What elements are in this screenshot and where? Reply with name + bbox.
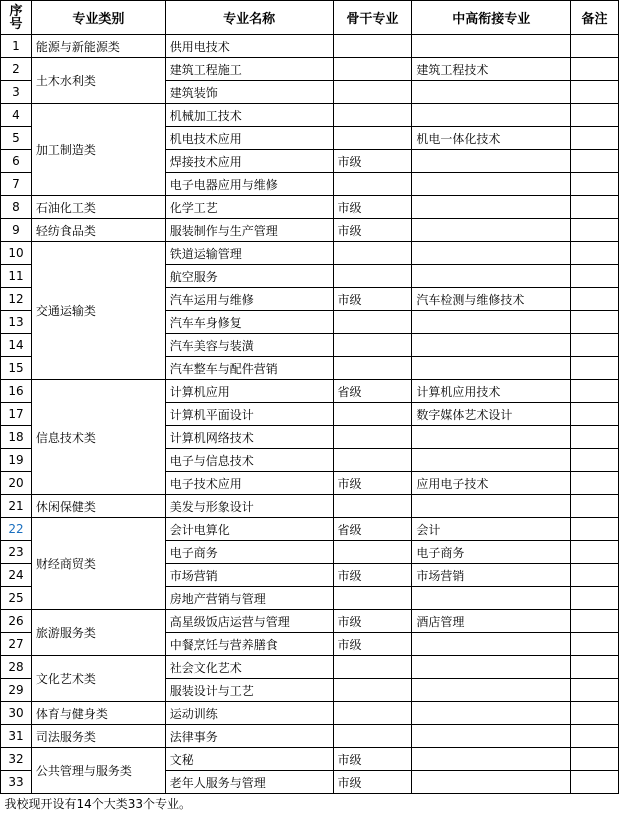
table-row <box>1 518 619 541</box>
remark-cell[interactable] <box>571 35 619 58</box>
key-major-cell[interactable] <box>333 403 412 426</box>
bridge-major-cell[interactable] <box>412 587 571 610</box>
key-major-cell[interactable]: 省级 <box>333 518 412 541</box>
key-major-cell[interactable] <box>333 35 412 58</box>
remark-cell[interactable] <box>571 104 619 127</box>
major-cell[interactable]: 房地产营销与管理 <box>165 587 333 610</box>
key-major-cell[interactable] <box>333 702 412 725</box>
header-category[interactable]: 专业类别 <box>31 1 165 35</box>
key-major-cell[interactable] <box>333 58 412 81</box>
seq-cell[interactable]: 20 <box>1 472 32 495</box>
bridge-major-cell[interactable]: 酒店管理 <box>412 610 571 633</box>
key-major-cell[interactable] <box>333 541 412 564</box>
seq-cell[interactable]: 17 <box>1 403 32 426</box>
seq-cell[interactable]: 6 <box>1 150 32 173</box>
remark-cell[interactable] <box>571 219 619 242</box>
category-cell[interactable]: 体育与健身类 <box>31 702 165 725</box>
bridge-major-cell[interactable]: 机电一体化技术 <box>412 127 571 150</box>
seq-cell[interactable]: 8 <box>1 196 32 219</box>
remark-cell[interactable] <box>571 380 619 403</box>
major-cell[interactable]: 供用电技术 <box>165 35 333 58</box>
major-cell[interactable]: 电子电器应用与维修 <box>165 173 333 196</box>
remark-cell[interactable] <box>571 449 619 472</box>
key-major-cell[interactable] <box>333 426 412 449</box>
seq-cell[interactable]: 5 <box>1 127 32 150</box>
bridge-major-cell[interactable] <box>412 725 571 748</box>
table-row <box>1 748 619 771</box>
major-cell[interactable]: 汽车美容与装潢 <box>165 334 333 357</box>
remark-cell[interactable] <box>571 518 619 541</box>
key-major-cell[interactable]: 市级 <box>333 288 412 311</box>
remark-cell[interactable] <box>571 127 619 150</box>
bridge-major-cell[interactable] <box>412 656 571 679</box>
remark-cell[interactable] <box>571 610 619 633</box>
bridge-major-cell[interactable] <box>412 35 571 58</box>
key-major-cell[interactable] <box>333 656 412 679</box>
remark-cell[interactable] <box>571 58 619 81</box>
seq-cell[interactable]: 9 <box>1 219 32 242</box>
key-major-cell[interactable] <box>333 265 412 288</box>
remark-cell[interactable] <box>571 426 619 449</box>
category-cell[interactable]: 能源与新能源类 <box>31 35 165 58</box>
major-cell[interactable]: 机电技术应用 <box>165 127 333 150</box>
bridge-major-cell[interactable] <box>412 311 571 334</box>
remark-cell[interactable] <box>571 495 619 518</box>
category-cell[interactable]: 文化艺术类 <box>31 656 165 702</box>
major-cell[interactable]: 会计电算化 <box>165 518 333 541</box>
remark-cell[interactable] <box>571 472 619 495</box>
bridge-major-cell[interactable]: 汽车检测与维修技术 <box>412 288 571 311</box>
key-major-cell[interactable] <box>333 127 412 150</box>
major-cell[interactable]: 电子与信息技术 <box>165 449 333 472</box>
bridge-major-cell[interactable] <box>412 771 571 794</box>
major-cell[interactable]: 电子技术应用 <box>165 472 333 495</box>
table-row <box>1 35 619 58</box>
bridge-major-cell[interactable]: 应用电子技术 <box>412 472 571 495</box>
remark-cell[interactable] <box>571 725 619 748</box>
header-bridge-major[interactable]: 中高衔接专业 <box>412 1 571 35</box>
seq-cell[interactable]: 24 <box>1 564 32 587</box>
bridge-major-cell[interactable]: 数字媒体艺术设计 <box>412 403 571 426</box>
major-cell[interactable]: 计算机平面设计 <box>165 403 333 426</box>
key-major-cell[interactable] <box>333 357 412 380</box>
seq-cell[interactable]: 27 <box>1 633 32 656</box>
major-cell[interactable]: 中餐烹饪与营养膳食 <box>165 633 333 656</box>
major-cell[interactable]: 汽车车身修复 <box>165 311 333 334</box>
seq-cell[interactable]: 3 <box>1 81 32 104</box>
major-cell[interactable]: 服装制作与生产管理 <box>165 219 333 242</box>
table-row <box>1 196 619 219</box>
bridge-major-cell[interactable] <box>412 242 571 265</box>
remark-cell[interactable] <box>571 242 619 265</box>
major-cell[interactable]: 服装设计与工艺 <box>165 679 333 702</box>
major-cell[interactable]: 航空服务 <box>165 265 333 288</box>
category-cell[interactable]: 司法服务类 <box>31 725 165 748</box>
key-major-cell[interactable]: 市级 <box>333 771 412 794</box>
major-cell[interactable]: 建筑工程施工 <box>165 58 333 81</box>
category-cell[interactable]: 交通运输类 <box>31 242 165 380</box>
category-cell[interactable]: 财经商贸类 <box>31 518 165 610</box>
remark-cell[interactable] <box>571 81 619 104</box>
bridge-major-cell[interactable] <box>412 173 571 196</box>
major-cell[interactable]: 法律事务 <box>165 725 333 748</box>
seq-cell[interactable]: 25 <box>1 587 32 610</box>
seq-cell[interactable]: 18 <box>1 426 32 449</box>
major-cell[interactable]: 焊接技术应用 <box>165 150 333 173</box>
seq-cell[interactable]: 10 <box>1 242 32 265</box>
seq-cell[interactable]: 33 <box>1 771 32 794</box>
remark-cell[interactable] <box>571 288 619 311</box>
key-major-cell[interactable] <box>333 725 412 748</box>
bridge-major-cell[interactable] <box>412 265 571 288</box>
key-major-cell[interactable]: 市级 <box>333 219 412 242</box>
header-major[interactable]: 专业名称 <box>165 1 333 35</box>
key-major-cell[interactable] <box>333 587 412 610</box>
bridge-major-cell[interactable]: 电子商务 <box>412 541 571 564</box>
bridge-major-cell[interactable] <box>412 150 571 173</box>
category-cell[interactable]: 信息技术类 <box>31 380 165 495</box>
seq-cell[interactable]: 14 <box>1 334 32 357</box>
major-cell[interactable]: 计算机应用 <box>165 380 333 403</box>
seq-cell[interactable]: 11 <box>1 265 32 288</box>
seq-cell[interactable]: 30 <box>1 702 32 725</box>
bridge-major-cell[interactable]: 市场营销 <box>412 564 571 587</box>
table-row <box>1 725 619 748</box>
header-remarks[interactable]: 备注 <box>571 1 619 35</box>
remark-cell[interactable] <box>571 196 619 219</box>
header-row <box>1 1 619 35</box>
key-major-cell[interactable]: 市级 <box>333 748 412 771</box>
remark-cell[interactable] <box>571 403 619 426</box>
key-major-cell[interactable]: 市级 <box>333 150 412 173</box>
seq-cell[interactable]: 4 <box>1 104 32 127</box>
table-row <box>1 702 619 725</box>
category-cell[interactable]: 加工制造类 <box>31 104 165 196</box>
key-major-cell[interactable] <box>333 495 412 518</box>
header-seq-bottom: 号 <box>9 16 23 32</box>
seq-cell[interactable]: 7 <box>1 173 32 196</box>
seq-cell[interactable]: 23 <box>1 541 32 564</box>
bridge-major-cell[interactable] <box>412 426 571 449</box>
seq-cell[interactable]: 26 <box>1 610 32 633</box>
remark-cell[interactable] <box>571 265 619 288</box>
remark-cell[interactable] <box>571 564 619 587</box>
remark-cell[interactable] <box>571 357 619 380</box>
bridge-major-cell[interactable] <box>412 357 571 380</box>
major-cell[interactable]: 化学工艺 <box>165 196 333 219</box>
category-cell[interactable]: 土木水利类 <box>31 58 165 104</box>
category-cell[interactable]: 石油化工类 <box>31 196 165 219</box>
table-row <box>1 380 619 403</box>
seq-cell[interactable]: 29 <box>1 679 32 702</box>
key-major-cell[interactable]: 市级 <box>333 472 412 495</box>
bridge-major-cell[interactable]: 建筑工程技术 <box>412 58 571 81</box>
bridge-major-cell[interactable] <box>412 449 571 472</box>
table-row <box>1 58 619 81</box>
category-cell[interactable]: 旅游服务类 <box>31 610 165 656</box>
seq-cell[interactable]: 12 <box>1 288 32 311</box>
table-row <box>1 656 619 679</box>
bridge-major-cell[interactable]: 计算机应用技术 <box>412 380 571 403</box>
bridge-major-cell[interactable] <box>412 633 571 656</box>
major-cell[interactable]: 计算机网络技术 <box>165 426 333 449</box>
key-major-cell[interactable] <box>333 173 412 196</box>
key-major-cell[interactable]: 市级 <box>333 610 412 633</box>
key-major-cell[interactable]: 市级 <box>333 564 412 587</box>
table-row <box>1 495 619 518</box>
table-row <box>1 219 619 242</box>
remark-cell[interactable] <box>571 771 619 794</box>
remark-cell[interactable] <box>571 656 619 679</box>
key-major-cell[interactable] <box>333 242 412 265</box>
seq-cell[interactable]: 22 <box>1 518 32 541</box>
seq-cell[interactable]: 21 <box>1 495 32 518</box>
bridge-major-cell[interactable] <box>412 495 571 518</box>
header-key-major[interactable]: 骨干专业 <box>333 1 412 35</box>
bridge-major-cell[interactable] <box>412 748 571 771</box>
category-cell[interactable]: 公共管理与服务类 <box>31 748 165 794</box>
major-cell[interactable]: 高星级饭店运营与管理 <box>165 610 333 633</box>
table-row <box>1 242 619 265</box>
major-cell[interactable]: 铁道运输管理 <box>165 242 333 265</box>
remark-cell[interactable] <box>571 633 619 656</box>
footer-note[interactable]: 我校现开设有14个大类33个专业。 <box>4 796 192 811</box>
major-cell[interactable]: 美发与形象设计 <box>165 495 333 518</box>
bridge-major-cell[interactable]: 会计 <box>412 518 571 541</box>
remark-cell[interactable] <box>571 541 619 564</box>
major-cell[interactable]: 老年人服务与管理 <box>165 771 333 794</box>
seq-cell[interactable]: 15 <box>1 357 32 380</box>
category-cell[interactable]: 轻纺食品类 <box>31 219 165 242</box>
remark-cell[interactable] <box>571 679 619 702</box>
seq-cell[interactable]: 1 <box>1 35 32 58</box>
bridge-major-cell[interactable] <box>412 219 571 242</box>
footer-row <box>1 794 619 813</box>
remark-cell[interactable] <box>571 334 619 357</box>
seq-cell[interactable]: 32 <box>1 748 32 771</box>
major-cell[interactable]: 市场营销 <box>165 564 333 587</box>
table-row <box>1 610 619 633</box>
table-row <box>1 104 619 127</box>
key-major-cell[interactable] <box>333 104 412 127</box>
major-cell[interactable]: 建筑装饰 <box>165 81 333 104</box>
seq-cell[interactable]: 16 <box>1 380 32 403</box>
major-cell[interactable]: 机械加工技术 <box>165 104 333 127</box>
key-major-cell[interactable] <box>333 679 412 702</box>
key-major-cell[interactable] <box>333 449 412 472</box>
bridge-major-cell[interactable] <box>412 81 571 104</box>
header-seq-top: 序 <box>9 3 23 19</box>
remark-cell[interactable] <box>571 587 619 610</box>
major-cell[interactable]: 运动训练 <box>165 702 333 725</box>
bridge-major-cell[interactable] <box>412 679 571 702</box>
seq-cell[interactable]: 28 <box>1 656 32 679</box>
remark-cell[interactable] <box>571 311 619 334</box>
header-seq[interactable] <box>1 1 32 35</box>
bridge-major-cell[interactable] <box>412 104 571 127</box>
seq-cell[interactable]: 13 <box>1 311 32 334</box>
key-major-cell[interactable] <box>333 311 412 334</box>
major-cell[interactable]: 汽车运用与维修 <box>165 288 333 311</box>
major-cell[interactable]: 电子商务 <box>165 541 333 564</box>
key-major-cell[interactable]: 省级 <box>333 380 412 403</box>
major-cell[interactable]: 社会文化艺术 <box>165 656 333 679</box>
remark-cell[interactable] <box>571 173 619 196</box>
bridge-major-cell[interactable] <box>412 702 571 725</box>
key-major-cell[interactable] <box>333 334 412 357</box>
bridge-major-cell[interactable] <box>412 334 571 357</box>
major-cell[interactable]: 文秘 <box>165 748 333 771</box>
bridge-major-cell[interactable] <box>412 196 571 219</box>
major-cell[interactable]: 汽车整车与配件营销 <box>165 357 333 380</box>
category-cell[interactable]: 休闲保健类 <box>31 495 165 518</box>
remark-cell[interactable] <box>571 702 619 725</box>
key-major-cell[interactable]: 市级 <box>333 196 412 219</box>
seq-cell[interactable]: 19 <box>1 449 32 472</box>
key-major-cell[interactable] <box>333 81 412 104</box>
seq-cell[interactable]: 31 <box>1 725 32 748</box>
remark-cell[interactable] <box>571 150 619 173</box>
key-major-cell[interactable]: 市级 <box>333 633 412 656</box>
remark-cell[interactable] <box>571 748 619 771</box>
seq-cell[interactable]: 2 <box>1 58 32 81</box>
